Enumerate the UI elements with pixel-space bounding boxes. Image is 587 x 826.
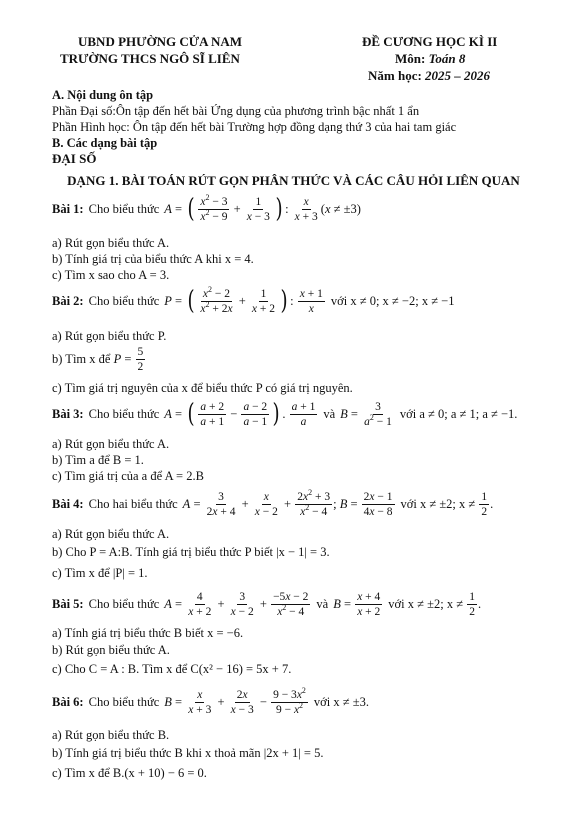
- problem-1-part-a: a) Rút gọn biểu thức A.: [52, 236, 170, 250]
- problem-4-formula: A = $\frac{3}{2x + 4}$ + $\frac{x}{x - 2}$ + $\frac{2x^2 + 3}{x^2 - 4}$ ; B = $\frac{2x - 1}{4x - 8}$: [182, 487, 393, 518]
- algebra-heading: ĐẠI SỐ: [52, 151, 97, 166]
- section-a-heading: A. Nội dung ôn tập: [52, 88, 154, 102]
- year-label: Năm học:: [368, 68, 426, 83]
- problem-2-part-c: c) Tìm giá trị nguyên của x để biểu thức P có giá trị nguyên.: [52, 381, 353, 395]
- section-a-line-1: Phần Đại số:Ôn tập đến hết bài Ứng dụng của phương trình bậc nhất 1 ẩn: [52, 104, 420, 118]
- header-school-year: [368, 68, 490, 84]
- problem-3-formula-b: B = $\frac{3}{a^2 - 1}$: [340, 400, 392, 428]
- problem-5-formula-a: A = $\frac{4}{x + 2}$ + $\frac{3}{x - 2}$ + $\frac{-5x - 2}{x^2 - 4}$: [164, 590, 309, 618]
- problem-5-part-b: b) Rút gọn biểu thức A.: [52, 643, 170, 657]
- problem-1-title: Bài 1:: [52, 202, 84, 216]
- problem-4-title: Bài 4:: [52, 497, 84, 511]
- problem-3-part-c: c) Tìm giá trị của a để A = 2.B: [52, 469, 204, 483]
- problem-2-condition: với x ≠ 0; x ≠ −2; x ≠ −1: [330, 294, 455, 308]
- problem-6-condition: với x ≠ ±3.: [313, 695, 369, 709]
- section-a-line-2: Phần Hình học: Ôn tập đến hết bài Trường hợp đồng dạng thứ 3 của hai tam giác: [52, 120, 457, 134]
- problem-1-statement: [52, 192, 361, 226]
- problem-1-part-c: c) Tìm x sao cho A = 3.: [52, 268, 170, 282]
- problem-3-condition: với a ≠ 0; a ≠ 1; a ≠ −1.: [399, 407, 518, 421]
- problem-6-intro: Cho biểu thức: [88, 695, 160, 709]
- problem-3-part-a: a) Rút gọn biểu thức A.: [52, 437, 170, 451]
- header-subject: [395, 51, 465, 67]
- problem-5-and: và: [316, 597, 329, 611]
- header-doc-title: ĐỀ CƯƠNG HỌC KÌ II: [362, 34, 498, 49]
- subject-value: Toán 8: [428, 51, 466, 66]
- problem-6-statement: [52, 684, 369, 720]
- problem-1-intro: Cho biểu thức: [88, 202, 160, 216]
- problem-4-part-b: b) Cho P = A:B. Tính giá trị biểu thức P biết |x − 1| = 3.: [52, 545, 330, 559]
- problem-3-intro: Cho biểu thức: [88, 407, 160, 421]
- problem-5-part-a: a) Tính giá trị biểu thức B biết x = −6.: [52, 626, 244, 640]
- problem-3-title: Bài 3:: [52, 407, 84, 421]
- problem-5-statement: Bài 5: Cho biểu thức A = $\frac{4}{x + 2}$ + $\frac{3}{x - 2}$ + $\frac{-5x - 2}{x^2 - 4}$ và B = $\frac{x + 4}{x + 2}$ với x ≠ ±2; x ≠ $\frac{1}{2}$ .: [52, 590, 482, 618]
- problem-2-part-a: a) Rút gọn biểu thức P.: [52, 329, 167, 343]
- problem-5-formula-b: B = $\frac{x + 4}{x + 2}$: [333, 590, 381, 618]
- problem-4-statement: Bài 4: Cho hai biểu thức A = $\frac{3}{2x + 4}$ + $\frac{x}{x - 2}$ + $\frac{2x^2 + 3}{x^2 - 4}$ ; B = $\frac{2x - 1}{4x - 8}$ với x ≠ ±2; x ≠ $\frac{1}{2}$ .: [52, 487, 494, 518]
- problem-6-part-a: a) Rút gọn biểu thức B.: [52, 728, 170, 742]
- problem-4-part-a: a) Rút gọn biểu thức A.: [52, 527, 170, 541]
- problem-2-part-b-text: b) Tìm x để: [52, 352, 111, 366]
- problem-2-title: Bài 2:: [52, 294, 84, 308]
- problem-4-intro: Cho hai biểu thức: [88, 497, 178, 511]
- problem-4-part-c: c) Tìm x để |P| = 1.: [52, 566, 148, 580]
- problem-2-formula: P = ( $\frac{x^2 - 2}{x^2 + 2x}$ + $\frac{1}{x + 2}$ ) : $\frac{x + 1}{x}$: [164, 284, 323, 316]
- problem-3-formula-a: A = ( $\frac{a + 2}{a + 1}$ − $\frac{a - 2}{a - 1}$ ) . $\frac{a + 1}{a}$: [164, 399, 316, 429]
- problem-2-part-b: b) Tìm x để P = $\frac{5}{2}$: [52, 345, 144, 373]
- problem-3-and: và: [323, 407, 336, 421]
- problem-5-part-c: c) Cho C = A : B. Tìm x để C(x² − 16) = 5x + 7.: [52, 662, 292, 676]
- problem-3-statement: [52, 396, 517, 432]
- problem-2-intro: Cho biểu thức: [88, 294, 160, 308]
- problem-5-condition: với x ≠ ±2; x ≠: [388, 597, 464, 611]
- problem-5-title: Bài 5:: [52, 597, 84, 611]
- problem-5-intro: Cho biểu thức: [88, 597, 160, 611]
- problem-1-formula: A = ( $\frac{x^2 - 3}{x^2 - 9}$ + $\frac{1}{x - 3}$ ) : $\frac{x}{x + 3}$ (x ≠ ±3): [164, 192, 361, 224]
- problem-3-part-b: b) Tìm a để B = 1.: [52, 453, 144, 467]
- section-b-heading: B. Các dạng bài tập: [52, 136, 158, 150]
- problem-4-condition: với x ≠ ±2; x ≠: [400, 497, 476, 511]
- problem-6-title: Bài 6:: [52, 695, 84, 709]
- type-1-heading: DẠNG 1. BÀI TOÁN RÚT GỌN PHÂN THỨC VÀ CÁC CÂU HỎI LIÊN QUAN: [67, 173, 520, 188]
- problem-2-statement: [52, 283, 454, 319]
- problem-6-formula: B = $\frac{x}{x + 3}$ + $\frac{2x}{x - 3}$ − $\frac{9 - 3x^2}{9 - x^2}$: [164, 685, 306, 716]
- problem-1-part-b: b) Tính giá trị của biểu thức A khi x = 4.: [52, 252, 254, 266]
- problem-6-part-c: c) Tìm x để B.(x + 10) − 6 = 0.: [52, 766, 207, 780]
- header-school: TRƯỜNG THCS NGÔ SĨ LIÊN: [60, 51, 240, 66]
- year-value: 2025 – 2026: [425, 68, 491, 83]
- problem-6-part-b: b) Tính giá trị biểu thức B khi x thoả mãn |2x + 1| = 5.: [52, 746, 324, 760]
- subject-label: Môn:: [395, 51, 429, 66]
- header-ward: UBND PHƯỜNG CỬA NAM: [78, 34, 243, 49]
